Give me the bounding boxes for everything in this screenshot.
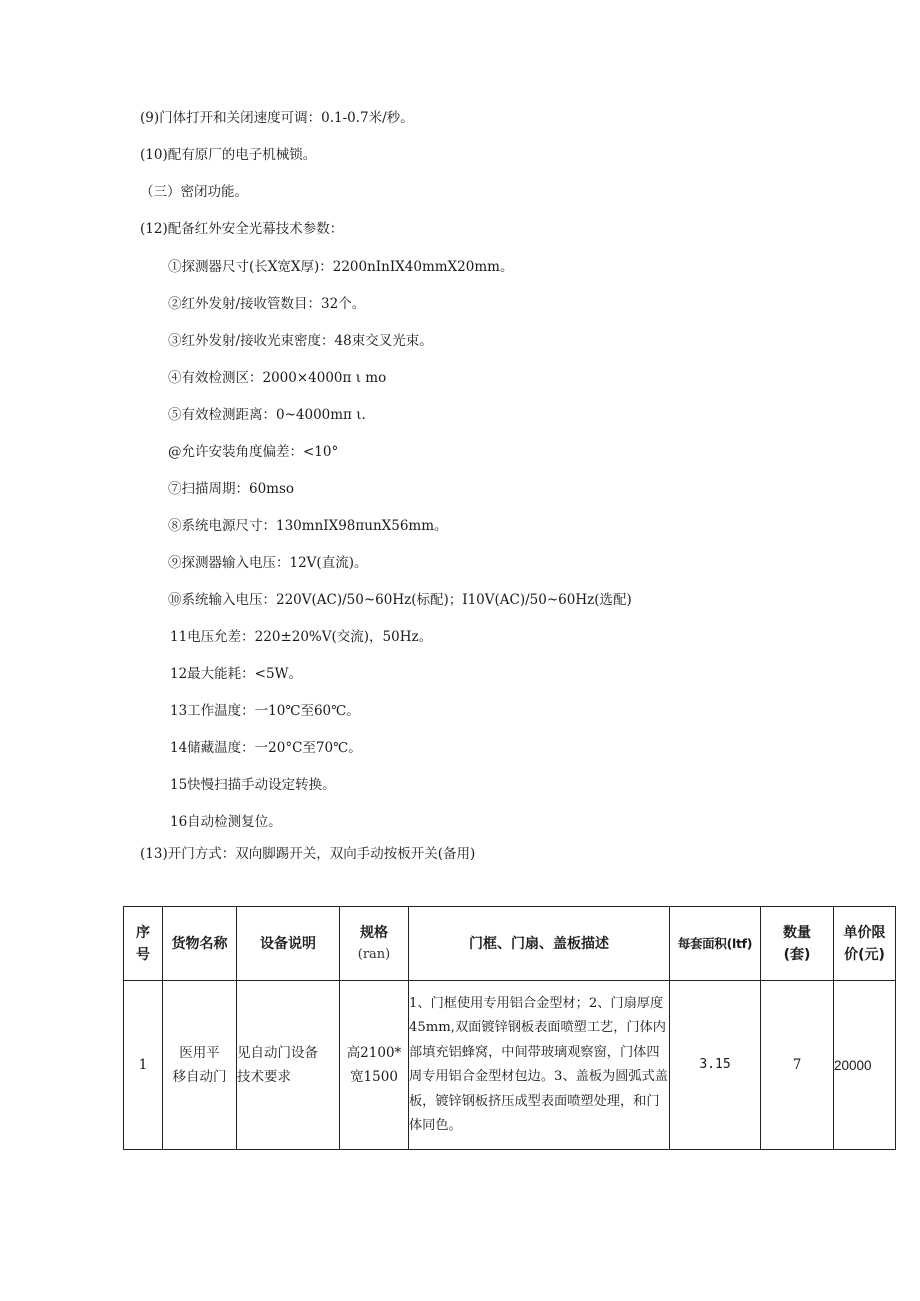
spec-line: 12最大能耗：<5W。 [170,666,302,682]
goods-table [123,906,896,1150]
section-heading: （三）密闭功能。 [140,184,248,200]
spec-line: (10)配有原厂的电子机械锁。 [140,147,317,163]
table-row [124,981,896,1150]
cell-price: 20000 [834,981,896,1150]
header-desc: 设备说明 [237,907,340,981]
header-qty: 数量 (套) [761,907,834,981]
spec-line: 16自动检测复位。 [170,814,282,830]
spec-line: (12)配备红外安全光幕技术参数： [140,221,344,237]
spec-line: ④有效检测区：2000×4000π ι mo [168,370,387,386]
cell-spec: 高2100* 宽1500 [340,981,409,1150]
spec-line: ③红外发射/接收光束密度：48束交叉光束。 [168,333,433,349]
table-header-row [124,907,896,981]
spec-line: ①探测器尺寸(长X宽X厚)：2200nInIX40mmX20mm。 [168,259,514,275]
cell-area: 3.15 [670,981,761,1150]
spec-line: ⑩系统输入电压：220V(AC)/50~60Hz(标配)；I10V(AC)/50~60Hz(选配) [168,592,632,608]
cell-desc: 见自动门设备 技术要求 [237,981,340,1150]
header-spec: 规格 (ran) [340,907,409,981]
header-area: 每套面积(ltf) [670,907,761,981]
cell-qty: 7 [761,981,834,1150]
header-name: 货物名称 [163,907,237,981]
spec-line: ⑤有效检测距离：0~4000mπ ι. [168,407,366,423]
spec-line: 13工作温度：一10℃至60℃。 [170,703,360,719]
header-frame: 门框、门扇、盖板描述 [409,907,670,981]
spec-line: ⑦扫描周期：60mso [168,481,295,497]
spec-line: ②红外发射/接收管数目：32个。 [168,296,366,312]
spec-line: (9)门体打开和关闭速度可调：0.1-0.7米/秒。 [140,110,414,126]
cell-frame-description: 1、门框使用专用铝合金型材；2、门扇厚度45mm,双面镀锌钢板表面喷塑工艺，门体内部填充铝蜂窝，中间带玻璃观察窗，门体四周专用铝合金型材包边。3、盖板为圆弧式盖板，镀锌钢板挤压成型表面喷塑处理，和门体同色。 [409,981,670,1150]
cell-name: 医用平 移自动门 [163,981,237,1150]
spec-line: 11电压允差：220±20%V(交流)，50Hz。 [170,629,433,645]
header-no: 序 号 [124,907,163,981]
spec-line: 15快慢扫描手动设定转换。 [170,777,336,793]
spec-line: @允许安装角度偏差：<10° [168,444,339,460]
spec-line: ⑧系统电源尺寸：130mnIX98πunX56mm。 [168,518,448,534]
cell-no: 1 [124,981,163,1150]
spec-line: (13)开门方式：双向脚踢开关，双向手动按板开关(备用) [140,846,476,862]
header-price: 单价限 价(元) [834,907,896,981]
spec-line: ⑨探测器输入电压：12V(直流)。 [168,555,368,571]
spec-line: 14储藏温度：一20°C至70℃。 [170,740,362,756]
